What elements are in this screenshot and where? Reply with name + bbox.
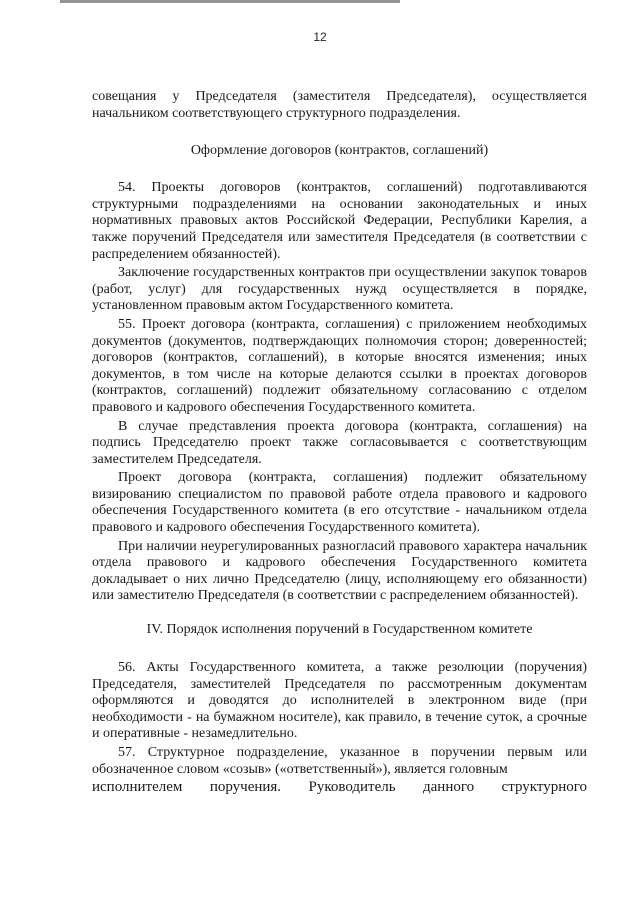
paragraph-continuation: совещания у Председателя (заместителя Председателя), осуществляется начальником соответствующего структурного подразделения. — [92, 89, 587, 121]
paragraph-55: 55. Проект договора (контракта, соглашения) с приложением необходимых документов (документов, подтверждающих полномочия сторон; доверенностей; договоров (контрактов, соглашений), в которые вносятся изменения; иных документов, в том числе на которые делаются ссылки в проектах договоров (контрактов, соглашений) подлежит обязательному согласованию с отделом правового и кадрового обеспечения Государственного комитета. — [92, 316, 587, 415]
scan-top-edge — [60, 0, 400, 3]
document-body — [92, 89, 587, 796]
paragraph-54: 54. Проекты договоров (контрактов, соглашений) подготавливаются структурными подразделениями на основании законодательных и иных нормативных правовых актов Российской Федерации, Республики Карелия, а также поручений Председателя или заместителя Председателя (в соответствии с распределением обязанностей). — [92, 180, 587, 262]
section-heading-iv: IV. Порядок исполнения поручений в Государственном комитете — [146, 622, 533, 638]
page-number: 12 — [313, 30, 327, 44]
paragraph-57-last-line: исполнителем поручения. Руководитель данного структурного — [92, 779, 587, 796]
paragraph-56: 56. Акты Государственного комитета, а также резолюции (поручения) Председателя, заместителей Председателя по рассмотренным документам оформляются и доводятся до исполнителей в электронном виде (при необходимости - на бумажном носителе), как правило, в течение суток, а срочные и оперативные - незамедлительно. — [92, 660, 587, 742]
paragraph-55-third: Проект договора (контракта, соглашения) подлежит обязательному визированию специалистом по правовой работе отдела правового и кадрового обеспечения Государственного комитета (в его отсутствие - начальником отдела правового и кадрового обеспечения Государственного комитета). — [92, 470, 587, 536]
paragraph-54-second: Заключение государственных контрактов при осуществлении закупок товаров (работ, услуг) для государственных нужд осуществляется в порядке, установленном правовым актом Государственного комитета. — [92, 265, 587, 314]
paragraph-55-second: В случае представления проекта договора (контракта, соглашения) на подпись Председателю проект также согласовывается с соответствующим заместителем Председателя. — [92, 418, 587, 467]
section-heading-contracts: Оформление договоров (контрактов, соглашений) — [190, 143, 489, 159]
paragraph-57: 57. Структурное подразделение, указанное в поручении первым или обозначенное словом «созыв» («ответственный»), является головным — [92, 745, 587, 777]
paragraph-55-fourth: При наличии неурегулированных разногласий правового характера начальник отдела правового и кадрового обеспечения Государственного комитета докладывает о них лично Председателю (лицу, исполняющему его обязанности) или заместителю Председателя (в соответствии с распределением обязанностей). — [92, 538, 587, 604]
